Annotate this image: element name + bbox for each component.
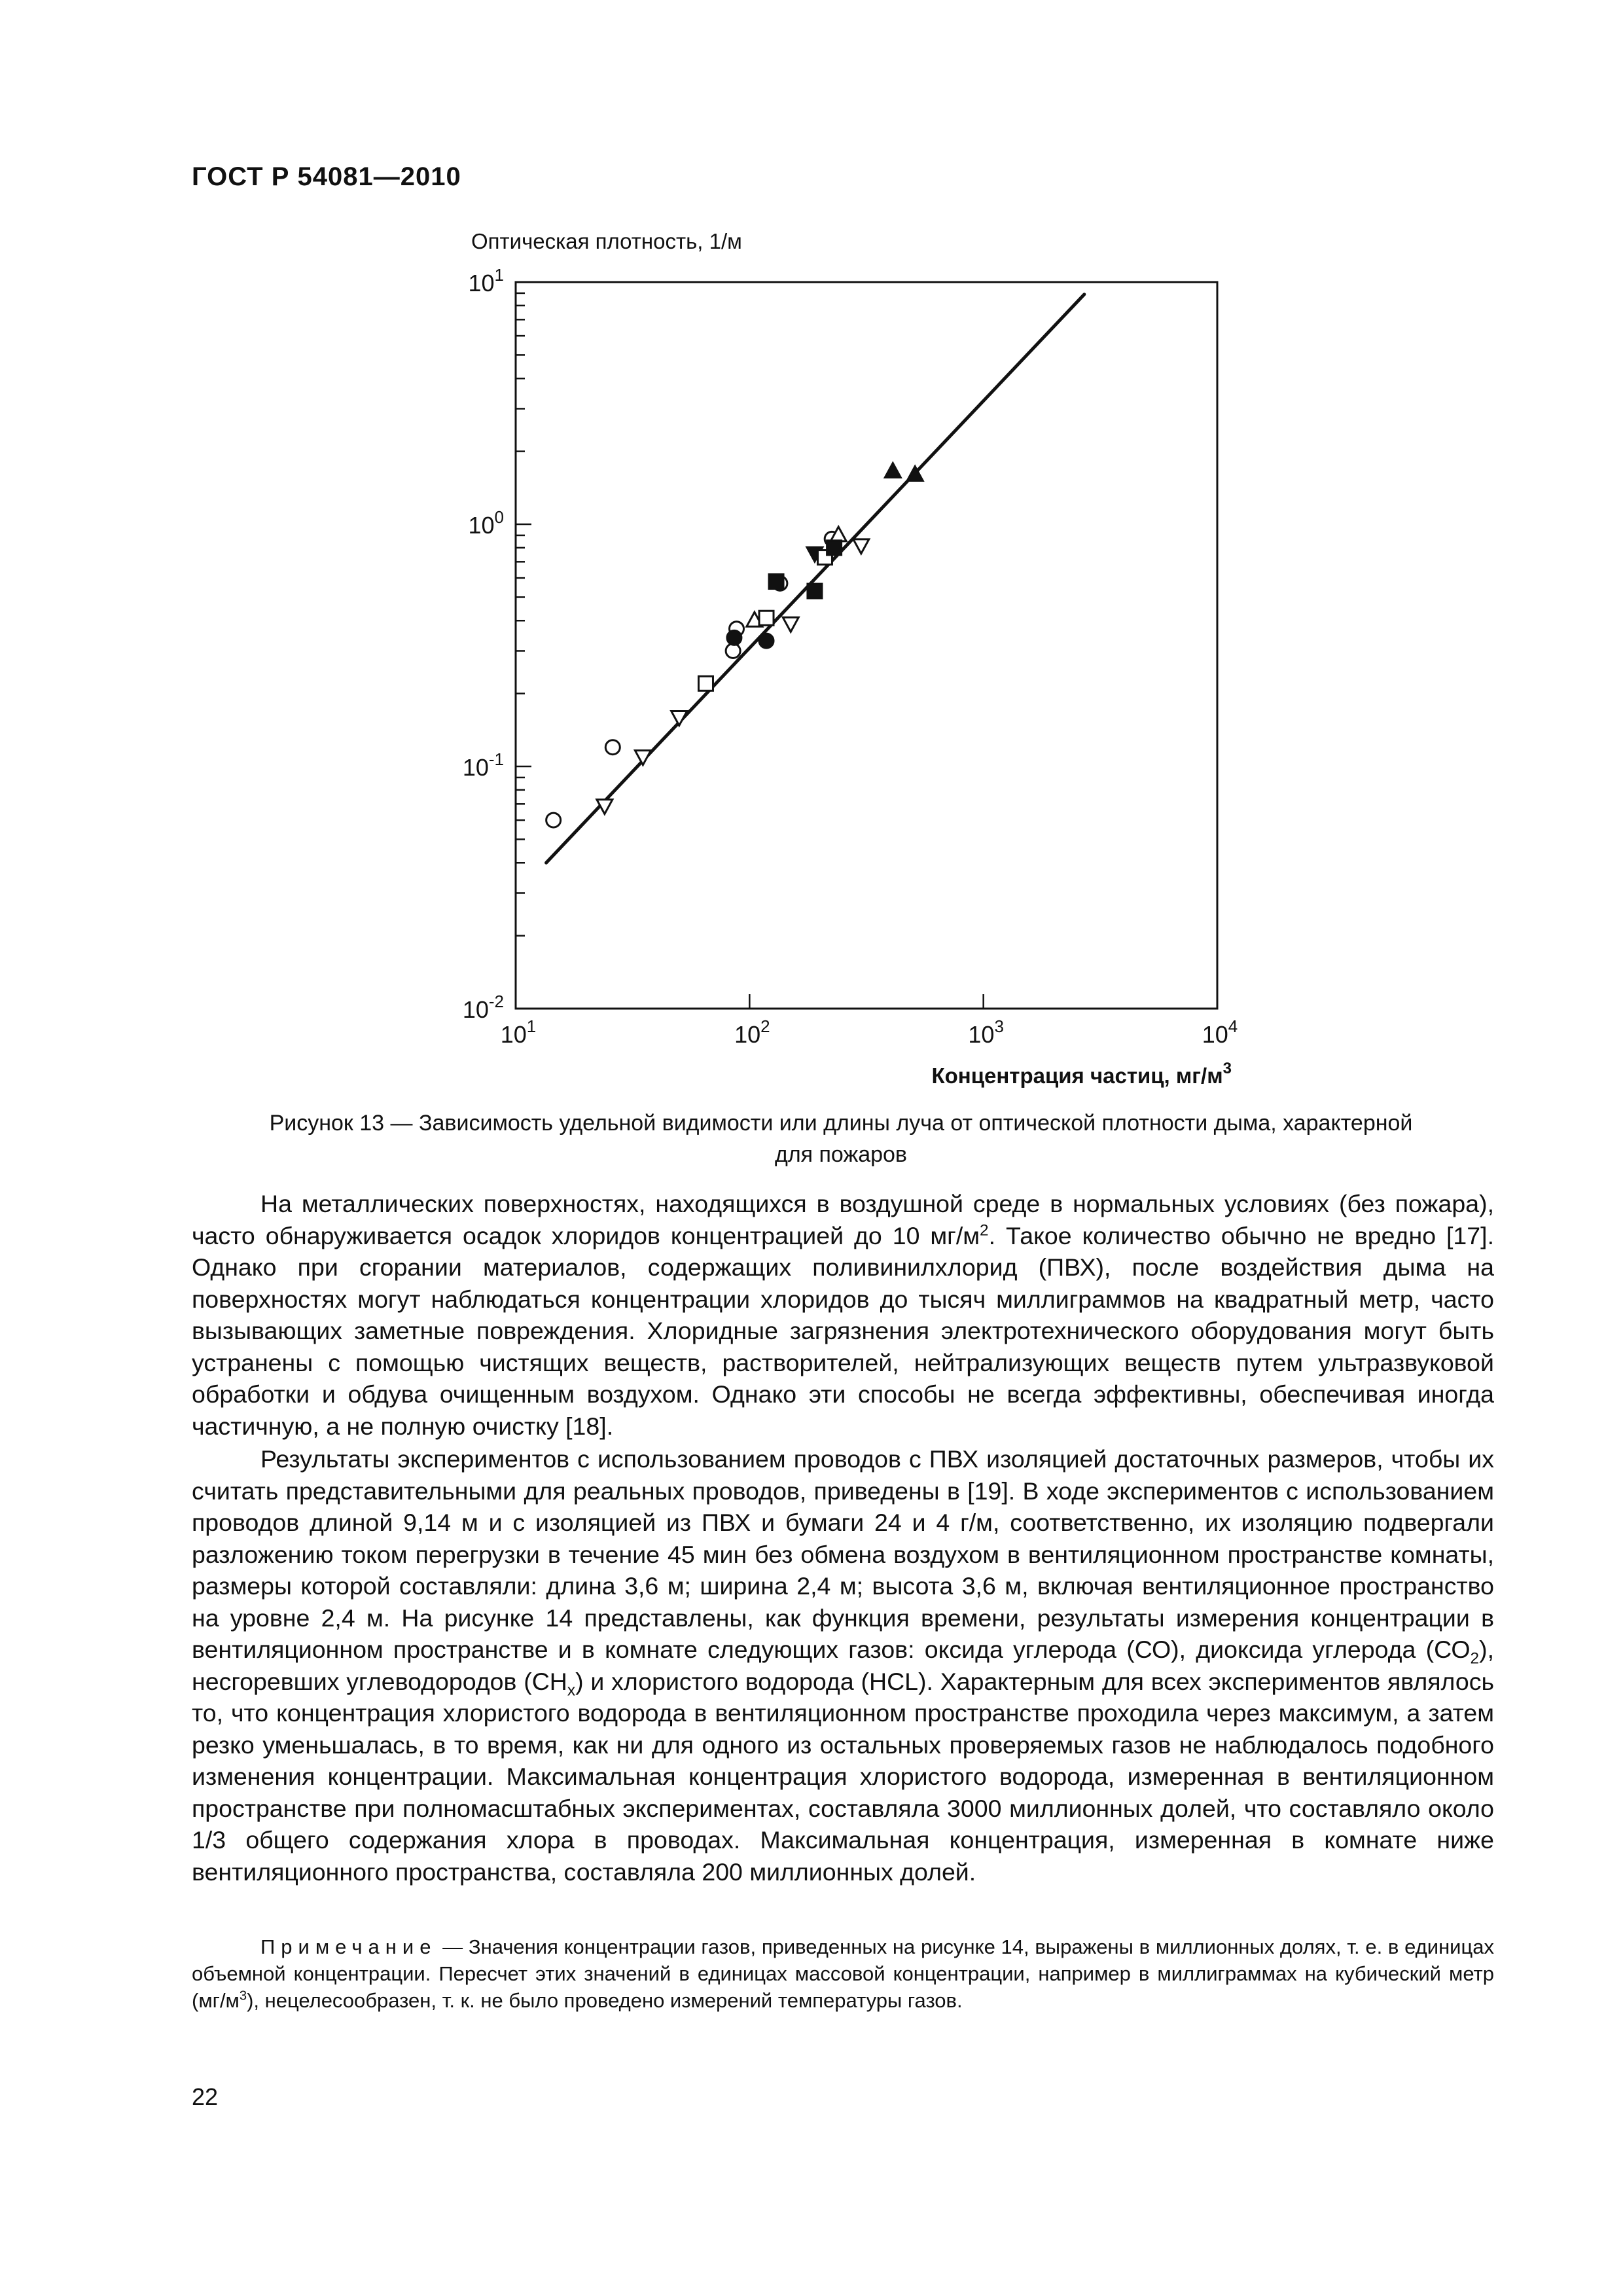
tick-base: 10 bbox=[1202, 1021, 1228, 1048]
paragraph-1-rest: . Такое количество обычно не вредно [17]. Однако при сгорании материалов, содержащих поливинилхлорид (ПВХ), после воздействия дыма на поверхностях могут наблюдаться концентрации хлоридов до тысяч миллиграммов на квадратный метр, часто вызывающих заметные повреждения. Хлоридные загрязнения электротехнического оборудования могут быть устранены с помощью чистящих веществ, растворителей, нейтрализующих веществ путем ультразвуковой обработки и обдува очищенным воздухом. Однако эти способы не всегда эффективны, обеспечивая иногда частичную, а не полную очистку [18]. bbox=[192, 1221, 1494, 1440]
data-point-square-open bbox=[759, 611, 774, 625]
paragraph-2 bbox=[192, 1443, 1494, 1888]
x-axis-label-superscript: 3 bbox=[1222, 1060, 1232, 1077]
document-header: ГОСТ Р 54081—2010 bbox=[192, 162, 461, 191]
note-text-b: ), нецелесообразен, т. к. не было проведено измерений температуры газов. bbox=[247, 1989, 963, 2012]
tick-exponent: 1 bbox=[526, 1016, 537, 1036]
tick-exponent: 2 bbox=[760, 1016, 770, 1036]
regression-line bbox=[546, 295, 1084, 863]
tick-base: 10 bbox=[468, 512, 495, 539]
data-point-triangle-up-filled bbox=[885, 463, 901, 478]
tick-base: 10 bbox=[468, 270, 495, 296]
body-text bbox=[192, 1188, 1494, 1888]
figure-caption bbox=[190, 1107, 1492, 1170]
y-axis-label: Оптическая плотность, 1/м bbox=[471, 229, 742, 253]
note-superscript: 3 bbox=[239, 1988, 247, 2003]
data-point-square-open bbox=[698, 676, 713, 691]
x-tick-label bbox=[501, 1016, 537, 1048]
data-point-circle-open bbox=[546, 813, 561, 827]
y-tick-label bbox=[468, 507, 504, 539]
tick-exponent: -2 bbox=[488, 992, 504, 1011]
note-label: Примечание bbox=[260, 1935, 437, 1958]
x-tick-label bbox=[734, 1016, 770, 1048]
data-point-circle-filled bbox=[727, 630, 741, 645]
x-tick-label bbox=[968, 1016, 1004, 1048]
y-tick-label bbox=[468, 265, 504, 296]
tick-base: 10 bbox=[462, 996, 489, 1023]
tick-exponent: 1 bbox=[494, 265, 504, 285]
tick-exponent: 4 bbox=[1228, 1016, 1238, 1036]
caption-line-1: Рисунок 13 — Зависимость удельной видимости или длины луча от оптической плотности дыма, характерной bbox=[269, 1111, 1413, 1136]
chx-subscript: x bbox=[567, 1681, 576, 1699]
unit-superscript: 2 bbox=[980, 1221, 989, 1239]
paragraph-2-text-b: ), несгоревших углеводородов (СН bbox=[192, 1636, 1494, 1695]
co2-subscript: 2 bbox=[1470, 1649, 1480, 1668]
note bbox=[192, 1933, 1494, 2014]
tick-exponent: 0 bbox=[494, 507, 504, 527]
data-point-circle-filled bbox=[759, 634, 774, 648]
tick-base: 10 bbox=[500, 1021, 527, 1048]
data-point-triangle-down-open bbox=[635, 751, 651, 765]
tick-base: 10 bbox=[462, 754, 489, 781]
paragraph-2-text-a: Результаты экспериментов с использованием проводов с ПВХ изоляцией достаточных размеров, чтобы их считать представительными для реальных проводов, приведены в [19]. В ходе экспериментов с использованием проводов длиной 9,14 м и с изоляцией из ПВХ и бумаги 24 и 4 г/м, соответственно, их изоляцию подвергали разложению током перегрузки в течение 45 мин без обмена воздухом в вентиляционном пространстве комнаты, размеры которой составляли: длина 3,6 м; ширина 2,4 м; высота 3,6 м, включая вентиляционное пространство на уровне 2,4 м. На рисунке 14 представлены, как функция времени, результаты измерения концентрации в вентиляционном пространстве и в комнате следующих газов: оксида углерода (СО), диоксида углерода (СО bbox=[192, 1445, 1494, 1663]
tick-exponent: -1 bbox=[488, 749, 504, 769]
x-axis-label bbox=[931, 1060, 1232, 1088]
page-number: 22 bbox=[192, 2083, 219, 2110]
figure-chart bbox=[432, 223, 1296, 1113]
chart-svg bbox=[432, 223, 1296, 1113]
y-tick-label bbox=[463, 992, 504, 1023]
data-point-square-filled bbox=[808, 584, 822, 598]
note-text-a: — Значения концентрации газов, приведенных на рисунке 14, выражены в миллионных долях, т. е. в единицах объемной концентрации. Пересчет этих значений в единицах массовой концентрации, например в миллиграммах на кубический метр (мг/м bbox=[192, 1935, 1494, 2012]
caption-line-2: для пожаров bbox=[774, 1142, 907, 1167]
data-point-square-filled bbox=[827, 541, 842, 555]
plot-frame bbox=[516, 282, 1217, 1009]
tick-exponent: 3 bbox=[994, 1016, 1004, 1036]
y-tick-label bbox=[463, 749, 504, 781]
x-axis-label-text: Концентрация частиц, мг/м bbox=[931, 1064, 1223, 1088]
tick-base: 10 bbox=[734, 1021, 761, 1048]
data-point-square-filled bbox=[769, 575, 783, 589]
data-point-circle-open bbox=[726, 643, 740, 658]
data-point-triangle-down-open bbox=[783, 617, 798, 632]
paragraph-1 bbox=[192, 1188, 1494, 1442]
paragraph-2-text-c: ) и хлористого водорода (HCL). Характерным для всех экспериментов являлось то, что концентрация хлористого водорода в вентиляционном пространстве проходила через максимум, а затем резко уменьшалась, в то время, как ни для одного из остальных проверяемых газов не наблюдалось подобного изменения концентрации. Максимальная концентрация хлористого водорода, измеренная в вентиляционном пространстве при полномасштабных экспериментах, составляла 3000 миллионных долей, что составляло около 1/3 общего содержания хлора в проводах. Максимальная концентрация, измеренная в комнате ниже вентиляционного пространства, составляла 200 миллионных долей. bbox=[192, 1667, 1494, 1886]
data-point-triangle-down-open bbox=[853, 539, 869, 554]
data-point-circle-open bbox=[605, 740, 620, 755]
tick-base: 10 bbox=[968, 1021, 995, 1048]
paragraph-1-text: На металлических поверхностях, находящихся в воздушной среде в нормальных условиях (без пожара), часто обнаруживается осадок хлоридов концентрацией до 10 мг/м bbox=[192, 1190, 1494, 1249]
x-tick-label bbox=[1202, 1016, 1238, 1048]
